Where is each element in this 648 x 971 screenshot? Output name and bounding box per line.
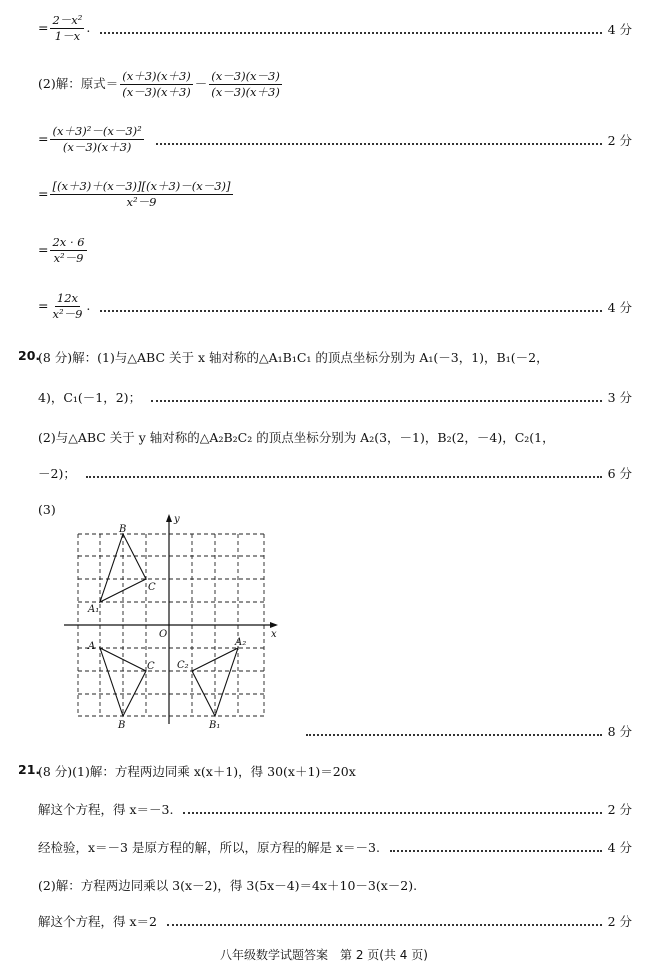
axis-label-x: x bbox=[271, 629, 277, 640]
denominator: x²－9 bbox=[53, 251, 84, 266]
fraction bbox=[50, 292, 84, 321]
point-label-a1: A₁ bbox=[88, 604, 100, 615]
q21-text: (8 分)(1)解：方程两边同乘 x(x＋1)，得 30(x＋1)＝20x bbox=[38, 764, 356, 779]
eq-line-4 bbox=[38, 180, 632, 209]
point-label-a: A bbox=[88, 641, 96, 652]
point-label-a2: A₂ bbox=[235, 637, 247, 648]
q21-text: 解这个方程，得 x＝2 bbox=[38, 914, 157, 929]
score-label: 2 分 bbox=[607, 132, 632, 148]
point-label-c: C bbox=[147, 661, 155, 672]
leader-dots bbox=[100, 310, 601, 312]
leader-dots bbox=[86, 476, 602, 478]
fraction bbox=[120, 70, 193, 99]
denominator: (x－3)(x＋3) bbox=[62, 140, 132, 155]
q20-line-3 bbox=[38, 428, 632, 446]
equals: = bbox=[38, 131, 49, 147]
part-label: (3) bbox=[38, 502, 56, 517]
equals: = bbox=[38, 186, 49, 202]
operator: － bbox=[194, 76, 208, 92]
q21-text: 解这个方程，得 x＝－3. bbox=[38, 802, 174, 817]
numerator: [(x＋3)＋(x－3)][(x＋3)－(x－3)] bbox=[50, 180, 232, 195]
question-number-20: 20. bbox=[18, 348, 41, 363]
point-label-c2: C₂ bbox=[177, 660, 189, 671]
equals: = bbox=[38, 242, 49, 258]
q21-line-3 bbox=[38, 838, 632, 856]
question-number-21: 21. bbox=[18, 762, 41, 777]
fraction bbox=[50, 125, 143, 154]
q20-line-1 bbox=[38, 348, 632, 366]
score-label: 2 分 bbox=[607, 802, 632, 817]
fraction bbox=[50, 180, 232, 209]
numerator: (x＋3)(x＋3) bbox=[120, 70, 193, 85]
axis-label-y: y bbox=[174, 514, 180, 525]
eq-line-3 bbox=[38, 125, 632, 154]
q20-line-2 bbox=[38, 388, 632, 406]
fraction bbox=[50, 14, 84, 43]
leader-dots bbox=[167, 924, 602, 926]
q20-text: (8 分)解：(1)与△ABC 关于 x 轴对称的△A₁B₁C₁ 的顶点坐标分别为 A₁(－3，1)，B₁(－2， bbox=[38, 350, 549, 365]
origin-label: O bbox=[159, 629, 168, 640]
score-label: 4 分 bbox=[607, 299, 632, 315]
leader-dots bbox=[151, 400, 601, 402]
score-label: 4 分 bbox=[607, 840, 632, 855]
coordinate-grid-svg bbox=[58, 508, 288, 736]
eq-line-2 bbox=[38, 70, 632, 99]
fraction bbox=[209, 70, 282, 99]
coordinate-figure bbox=[58, 508, 288, 736]
period: . bbox=[86, 298, 91, 314]
eq-line-5 bbox=[38, 236, 632, 265]
q20-part3-score-line bbox=[296, 722, 632, 740]
denominator: x²－9 bbox=[126, 195, 157, 210]
score-label: 6 分 bbox=[607, 466, 632, 481]
score-label: 3 分 bbox=[607, 390, 632, 405]
q21-text: 经检验，x＝－3 是原方程的解，所以，原方程的解是 x＝－3. bbox=[38, 840, 380, 855]
leader-dots bbox=[306, 734, 602, 736]
leader-dots bbox=[183, 812, 601, 814]
denominator: x²－9 bbox=[52, 307, 83, 322]
q20-text: (2)与△ABC 关于 y 轴对称的△A₂B₂C₂ 的顶点坐标分别为 A₂(3，－1)，B₂(2，－4)，C₂(1， bbox=[38, 430, 555, 445]
period: . bbox=[86, 20, 91, 36]
point-label-b: B bbox=[119, 524, 127, 535]
leader-dots bbox=[100, 32, 601, 34]
q21-line-1 bbox=[38, 762, 632, 780]
equals: = bbox=[38, 20, 49, 36]
numerator: (x＋3)²－(x－3)² bbox=[50, 125, 143, 140]
equals: = bbox=[38, 298, 49, 314]
score-label: 2 分 bbox=[607, 914, 632, 929]
q20-text: －2)； bbox=[38, 466, 76, 481]
numerator: 2－x² bbox=[50, 14, 84, 29]
numerator: 12x bbox=[55, 292, 80, 307]
fraction bbox=[50, 236, 86, 265]
eq-line-6 bbox=[38, 292, 632, 321]
score-label: 8 分 bbox=[607, 724, 632, 739]
q21-line-4 bbox=[38, 876, 632, 894]
numerator: 2x · 6 bbox=[50, 236, 86, 251]
leader-dots bbox=[390, 850, 602, 852]
q20-text: 4)，C₁(－1，2)； bbox=[38, 390, 142, 405]
score-label: 4 分 bbox=[607, 21, 632, 37]
denominator: 1－x bbox=[54, 29, 81, 44]
solution-prefix: (2)解：原式＝ bbox=[38, 76, 119, 92]
q21-line-2 bbox=[38, 800, 632, 818]
x-axis-arrow bbox=[270, 622, 278, 628]
denominator: (x－3)(x＋3) bbox=[211, 85, 280, 100]
eq-line-1 bbox=[38, 14, 632, 43]
q21-line-5 bbox=[38, 912, 632, 930]
numerator: (x－3)(x－3) bbox=[209, 70, 282, 85]
point-label-b2: B₁ bbox=[209, 720, 221, 731]
q20-line-4 bbox=[38, 464, 632, 482]
page-footer: 八年级数学试题答案 第 2 页(共 4 页) bbox=[220, 948, 428, 962]
denominator: (x－3)(x＋3) bbox=[122, 85, 191, 100]
point-label-b: B bbox=[118, 720, 126, 731]
point-label-c: C bbox=[148, 582, 156, 593]
leader-dots bbox=[156, 143, 602, 145]
y-axis-arrow bbox=[166, 514, 172, 522]
q21-text: (2)解：方程两边同乘以 3(x－2)，得 3(5x－4)＝4x＋10－3(x－2). bbox=[38, 878, 418, 893]
